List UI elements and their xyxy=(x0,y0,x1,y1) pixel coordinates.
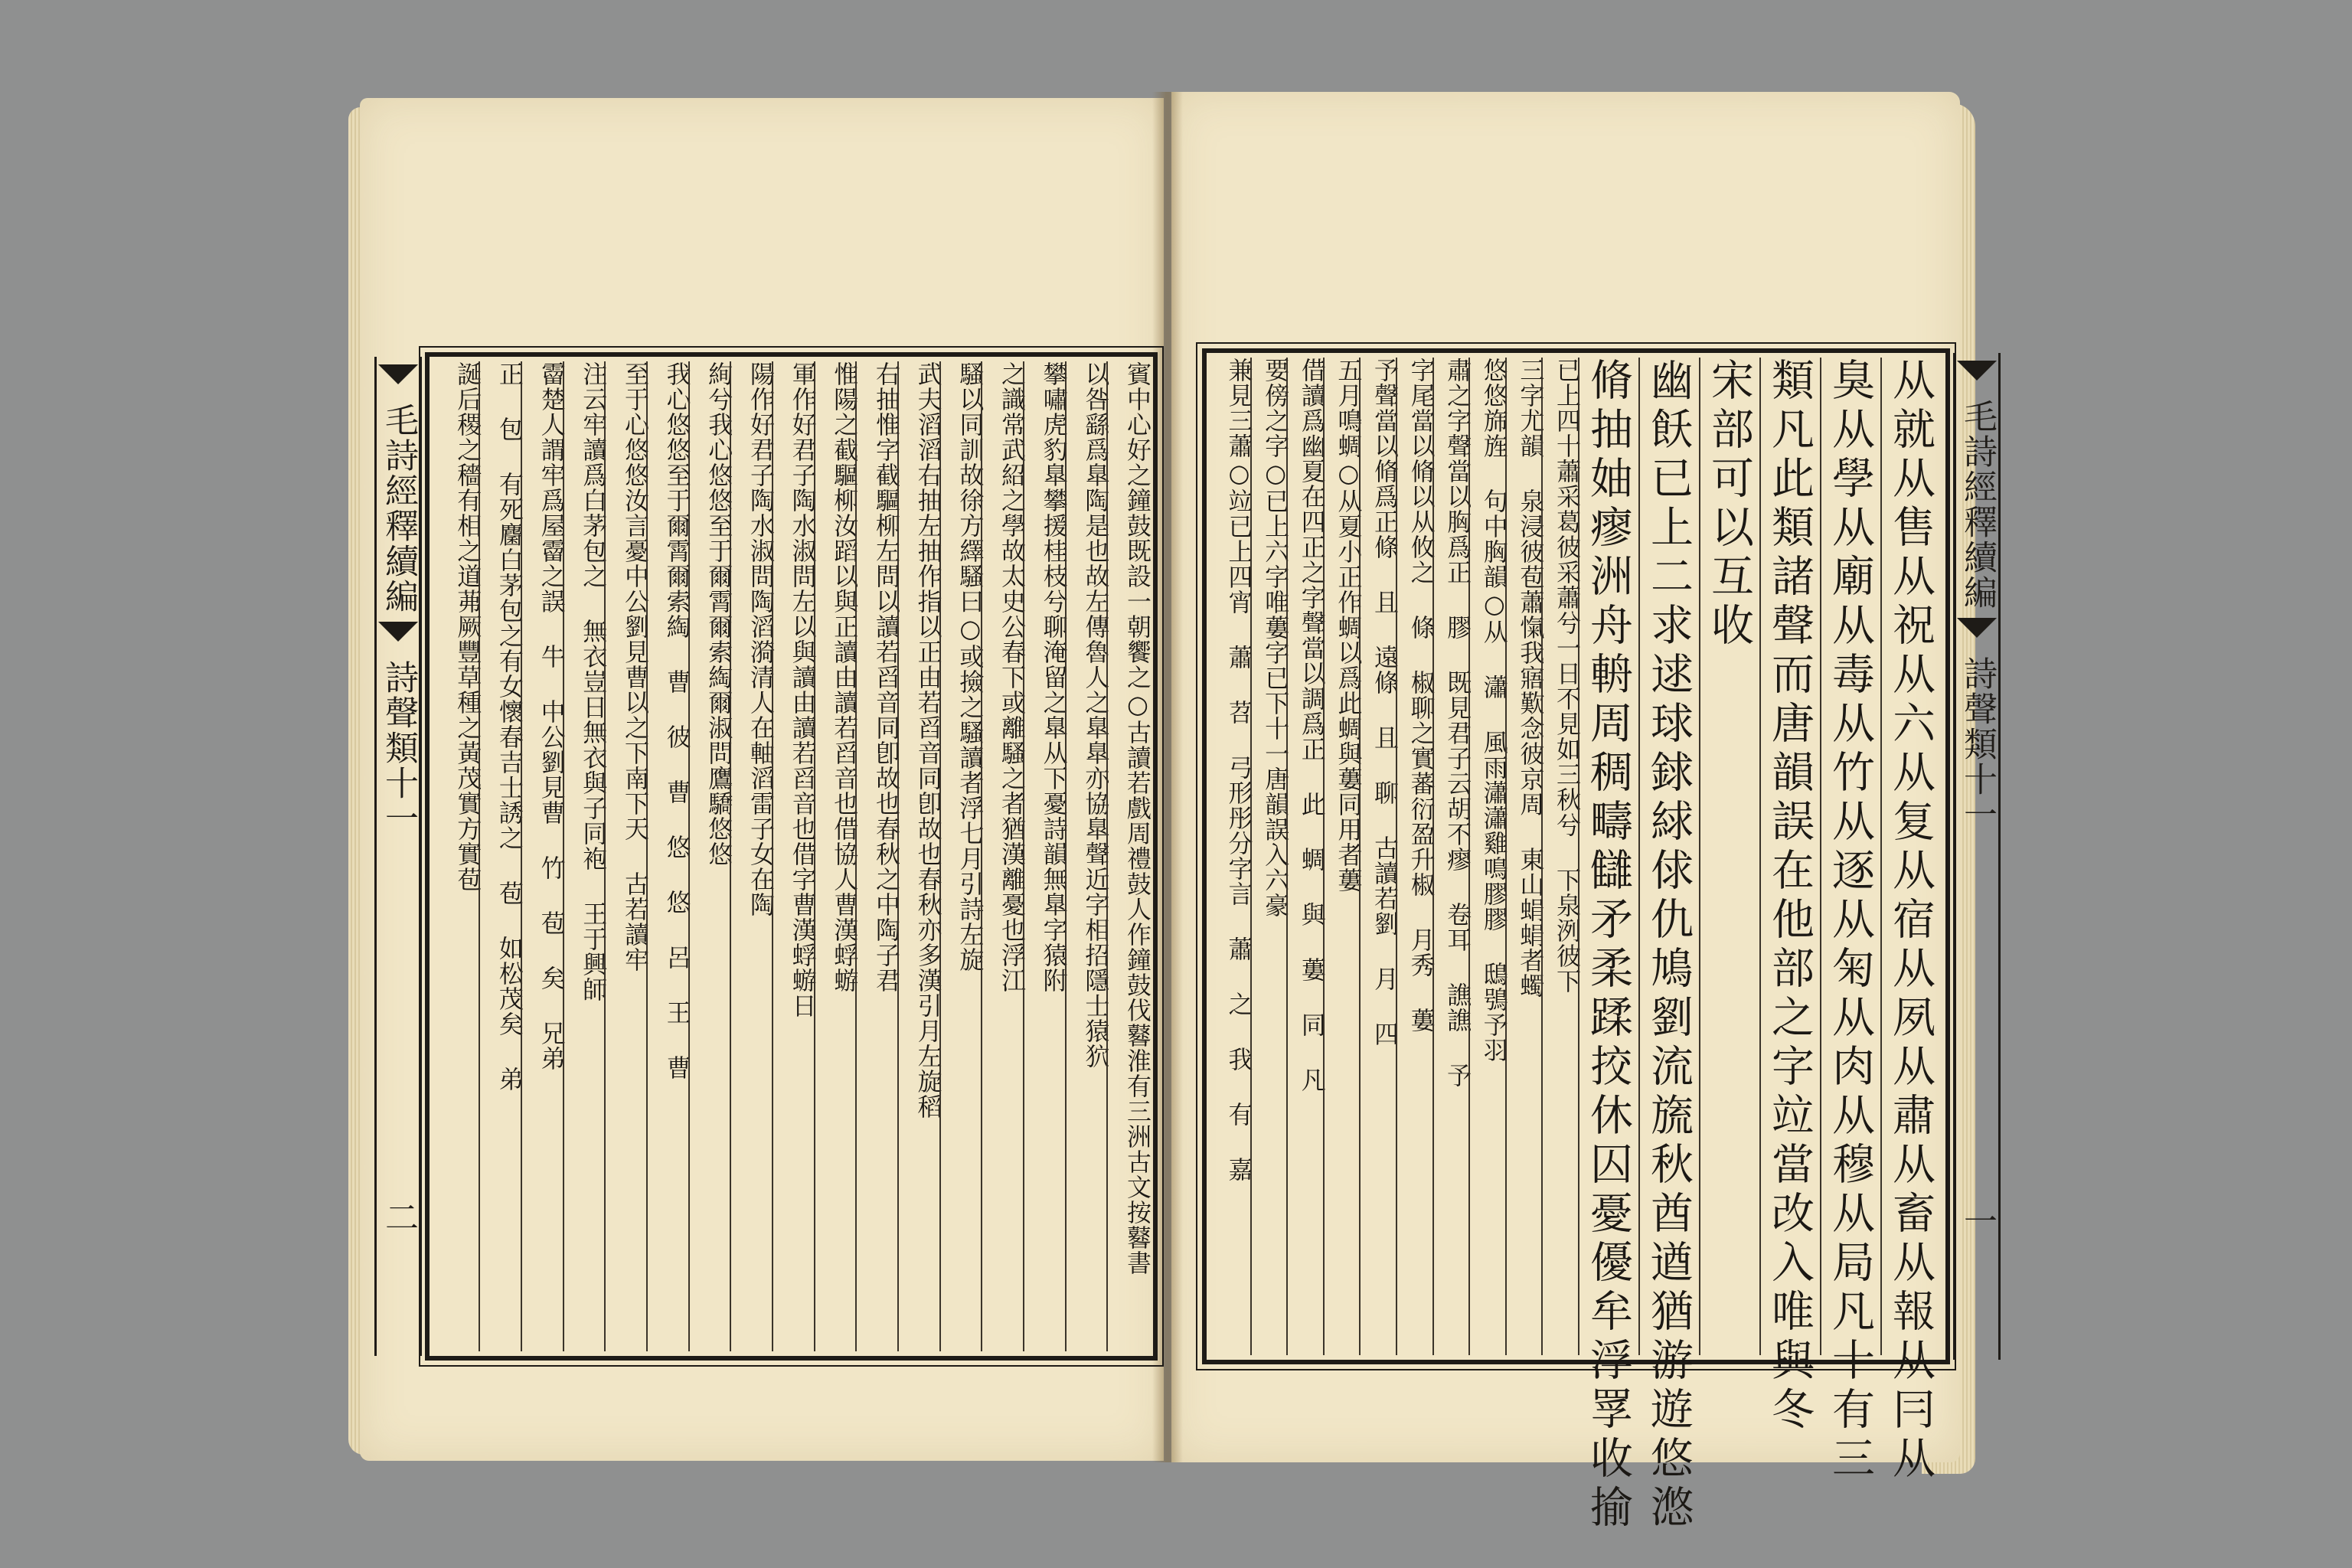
left-text-columns xyxy=(434,361,1152,1351)
leaf-number: 二 xyxy=(379,1200,418,1233)
fishtail-mark xyxy=(378,364,418,384)
text-column: 類凡此類諸聲而唐韻誤在他部之字竝當改入唯與冬 xyxy=(1759,358,1820,1355)
text-column: 五月鳴蜩○从夏小正作蜩以爲此蜩與蔞同用者蔞 xyxy=(1323,358,1360,1355)
banxin-section: 詩聲類十一 xyxy=(1958,656,1997,832)
text-column: 至于心悠悠汝言憂中公劉見曹以之下南下天 古若讀牢 xyxy=(604,361,646,1351)
banxin-section: 詩聲類十一 xyxy=(379,660,418,836)
left-banxin xyxy=(374,357,422,1356)
text-column: 霤楚人謂牢爲屋霤之誤 牛 中公劉見曹 竹 苞 矣 兄弟 xyxy=(521,361,563,1351)
fishtail-mark xyxy=(378,622,418,642)
right-banxin xyxy=(1953,353,2001,1360)
text-column: 我心悠悠至于爾霄爾索綯 曹 彼 曹 悠 悠 呂 王 曹 xyxy=(646,361,688,1351)
text-column: 悠悠旆旌 句中胸韻○从 瀟 風雨瀟瀟雞鳴膠膠 鴟鴞予羽 xyxy=(1468,358,1505,1355)
fishtail-mark xyxy=(1957,618,1997,638)
text-column: 宋部可以互收 xyxy=(1699,358,1759,1355)
text-column: 兼見三蕭○竝已上四宵 蕭 苕 弓形彤分字言 蕭 之 我 有 嘉 xyxy=(1224,358,1254,1182)
banxin-title: 毛詩經釋續編 xyxy=(379,403,418,614)
text-column: 借讀爲幽夏在四正之字聲當以調爲正 此 蜩 與 蔞 同 凡 xyxy=(1286,358,1323,1355)
left-page-frame xyxy=(379,352,1158,1361)
text-column: 肅之字聲當以胸爲正 膠 既見君子云胡不瘳 卷耳 譙譙 予 xyxy=(1432,358,1469,1355)
text-column: 幽飫已上二求逑球銶絿俅仇鳩劉流旒秋酋遒猶游遊悠滺 xyxy=(1638,358,1699,1355)
text-column: 脩抽妯瘳洲舟輈周稠疇讎矛柔蹂挍休囚憂優牟浮罦收揄 xyxy=(1578,358,1638,1355)
text-column: 以咎繇爲臯陶是也故左傳魯人之臯臯亦協臯聲近字相招隱士猿狖 xyxy=(1065,361,1107,1351)
fishtail-mark xyxy=(1957,361,1997,381)
text-column: 从就从售从祝从六从复从宿从夙从肅从畜从報从冃从 xyxy=(1880,358,1941,1355)
right-page-frame xyxy=(1202,348,1997,1534)
right-text-columns xyxy=(1211,358,1941,1534)
text-column: 三字尤韻 泉浸彼苞蕭愾我寤歎念彼京周 東山蜎蜎者蠋 xyxy=(1505,358,1542,1355)
text-column: 誕后稷之穡有相之道茀厥豐草種之黃茂實方實苞 xyxy=(453,361,483,892)
text-column: 攀嘯虎豹臯攀援桂枝兮聊淹留之臯从下憂詩韻無臯字猿附 xyxy=(1023,361,1065,1351)
text-column: 字尾當以脩以从攸之 條 椒聊之實蕃衍盈升椒 月秀 蔞 xyxy=(1396,358,1432,1355)
text-column: 正 包 有死麕白茅包之有女懷春吉士誘之 苞 如松茂矣 弟 xyxy=(479,361,521,1351)
text-column: 陽作好君子陶水淑問陶滔漪清人在軸滔雷子女在陶 xyxy=(730,361,772,1351)
text-column: 絢兮我心悠悠至于爾霄爾索綯爾淑問鷹驕悠悠 xyxy=(688,361,730,1351)
text-column: 右抽惟字截驅柳左問以讀若舀音同卽故也春秋之中陶子君 xyxy=(855,361,897,1351)
text-column: 予聲當以脩爲正條 且 遠條 且 聊 古讀若劉 月 四 xyxy=(1359,358,1396,1355)
text-column: 之識常武紹之學故太史公春下或離騷之者猶漢離憂也浮江 xyxy=(981,361,1023,1351)
text-column: 騷以同訓故徐方繹騷曰○或撿之騷讀者浮七月引詩左旋 xyxy=(939,361,982,1351)
text-column: 臭从學从廟从毒从竹从逐从匊从肉从穆从局凡十有三 xyxy=(1820,358,1880,1355)
text-column: 武夫滔滔右抽左抽作指以正由若舀音同卽故也春秋亦多漢引月左旋稻 xyxy=(897,361,939,1351)
banxin-title: 毛詩經釋續編 xyxy=(1958,399,1997,610)
text-column: 注云牢讀爲白茅包之 無衣豈日無衣與子同袍 王于興師 xyxy=(563,361,605,1351)
text-column: 軍作好君子陶水淑問左以與讀由讀若舀音也借字曹漢蜉蝣日 xyxy=(772,361,814,1351)
text-column: 要傍之字○已上六字唯蔞字已下十一唐韻誤入六豪 xyxy=(1250,358,1287,1355)
text-column: 惟陽之截驅柳汝蹈以與正讀由讀若舀音也借協人曹漢蜉蝣 xyxy=(814,361,856,1351)
leaf-number: 一 xyxy=(1958,1204,1997,1237)
text-column: 賓中心好之鐘鼓既設一朝饗之○古讀若戲周禮鼓人作鐘鼓伐鼛淮有三洲古文按鼛書 xyxy=(1106,361,1148,1351)
text-column: 已上四十蕭采葛彼采蕭兮一日不見如三秋兮 下泉洌彼下 xyxy=(1541,358,1578,1355)
